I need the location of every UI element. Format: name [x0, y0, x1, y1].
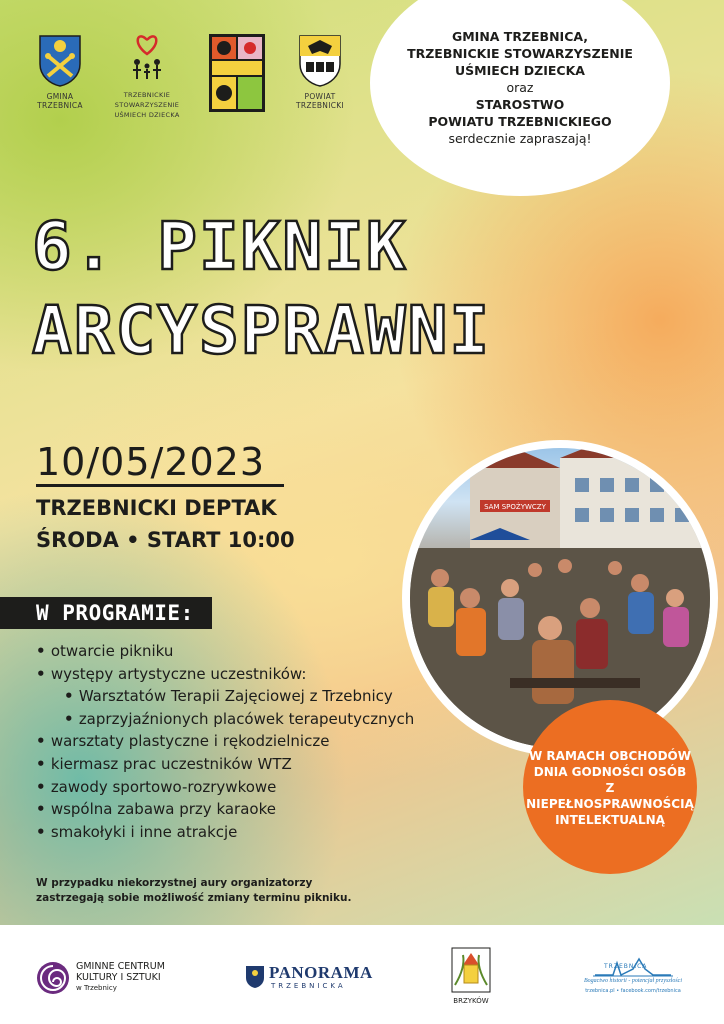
- gcks-swirl-icon: [36, 961, 70, 995]
- shop-sign-text: SAM SPOŻYWCZY: [484, 503, 546, 511]
- badge-line-1: W RAMACH OBCHODÓW: [529, 749, 691, 763]
- weather-note: [36, 876, 351, 906]
- invitation-circle: [370, 0, 670, 196]
- sponsor-footer: [0, 925, 724, 1024]
- trzebnica-slogan: Bogactwo historii - potencjał przyszłości: [584, 978, 682, 984]
- event-location: [36, 492, 295, 556]
- logo-brzykow: [448, 947, 494, 1007]
- title-line-1: 6. PIKNIK: [32, 208, 408, 285]
- program-subitem: • zaprzyjaźnionych placówek terapeutycznych: [36, 708, 414, 731]
- badge-line-2: DNIA GODNOŚCI OSÓB: [533, 765, 687, 779]
- panorama-title: PANORAMA: [269, 963, 373, 982]
- logo-panorama: [245, 965, 375, 993]
- program-subitem: • Warsztatów Terapii Zajęciowej z Trzebnicy: [36, 685, 414, 708]
- trzebnica-url: trzebnica.pl • facebook.com/trzebnica: [585, 988, 681, 994]
- badge-line-3: Z NIEPEŁNOSPRAWNOŚCIĄ: [526, 781, 694, 811]
- brzykow-crest-icon: [451, 947, 491, 993]
- program-item: • smakołyki i inne atrakcje: [36, 821, 414, 844]
- invite-oraz: oraz: [506, 80, 534, 95]
- invite-line-5: POWIATU TRZEBNICKIEGO: [428, 114, 612, 129]
- panorama-subtitle: TRZEBNICKA: [271, 982, 346, 990]
- logo-wtz: [208, 34, 266, 116]
- program-item: • warsztaty plastyczne i rękodzielnicze: [36, 730, 414, 753]
- invite-line-1: GMINA TRZEBNICA,: [451, 29, 589, 44]
- note-line-1: W przypadku niekorzystnej aury organizatorzy: [36, 877, 313, 889]
- logo-gmina-trzebnica: [32, 32, 88, 110]
- trzebnica-logo-label: TRZEBNICA: [604, 963, 648, 970]
- logo-stowarzyszenie-label: TRZEBNICKIE STOWARZYSZENIE UŚMIECH DZIECKA: [114, 91, 180, 119]
- heart-family-icon: [127, 32, 167, 86]
- powiat-crest-icon: [296, 32, 344, 88]
- program-item: • otwarcie pikniku: [36, 640, 414, 663]
- gmina-crest-icon: [36, 32, 84, 88]
- location-line-2: ŚRODA • START 10:00: [36, 528, 295, 552]
- wtz-logo-icon: [209, 34, 265, 112]
- crowd-photo-illustration: [410, 448, 710, 748]
- program-item: • kiermasz prac uczestników WTZ: [36, 753, 414, 776]
- invite-line-3: UŚMIECH DZIECKA: [455, 63, 585, 78]
- event-title: [32, 205, 491, 373]
- gcks-line-2: KULTURY I SZTUKI: [76, 972, 161, 983]
- event-date: 10/05/2023: [36, 440, 266, 484]
- program-heading: W PROGRAMIE:: [0, 597, 212, 629]
- invite-line-6: serdecznie zapraszają!: [448, 131, 592, 146]
- program-item: • występy artystyczne uczestników:: [36, 663, 414, 686]
- logo-trzebnica: [574, 955, 692, 1007]
- logo-gcks: [36, 961, 176, 995]
- program-item: • wspólna zabawa przy karaoke: [36, 798, 414, 821]
- note-line-2: zastrzegają sobie możliwość zmiany terminu pikniku.: [36, 892, 352, 904]
- program-list: [36, 640, 414, 843]
- brzykow-label: BRZYKÓW: [453, 997, 489, 1005]
- gcks-line-1: GMINNE CENTRUM: [76, 961, 165, 972]
- program-item: • zawody sportowo-rozrywkowe: [36, 776, 414, 799]
- title-line-2: ARCYSPRAWNI: [32, 292, 492, 369]
- logo-powiat-label: POWIAT TRZEBNICKI: [295, 92, 344, 110]
- date-underline: [36, 484, 284, 487]
- location-line-1: TRZEBNICKI DEPTAK: [36, 496, 277, 520]
- logo-stowarzyszenie: [100, 32, 194, 120]
- event-photo: [402, 440, 718, 756]
- badge-line-4: INTELEKTUALNĄ: [555, 813, 665, 827]
- invite-line-2: TRZEBNICKIE STOWARZYSZENIE: [407, 46, 633, 61]
- occasion-badge: [523, 700, 697, 874]
- panorama-crest-icon: [245, 965, 265, 989]
- logo-powiat: [290, 32, 350, 110]
- gcks-line-3: w Trzebnicy: [76, 984, 117, 992]
- invite-line-4: STAROSTWO: [475, 97, 565, 112]
- logo-gmina-label: GMINA TRZEBNICA: [37, 92, 83, 110]
